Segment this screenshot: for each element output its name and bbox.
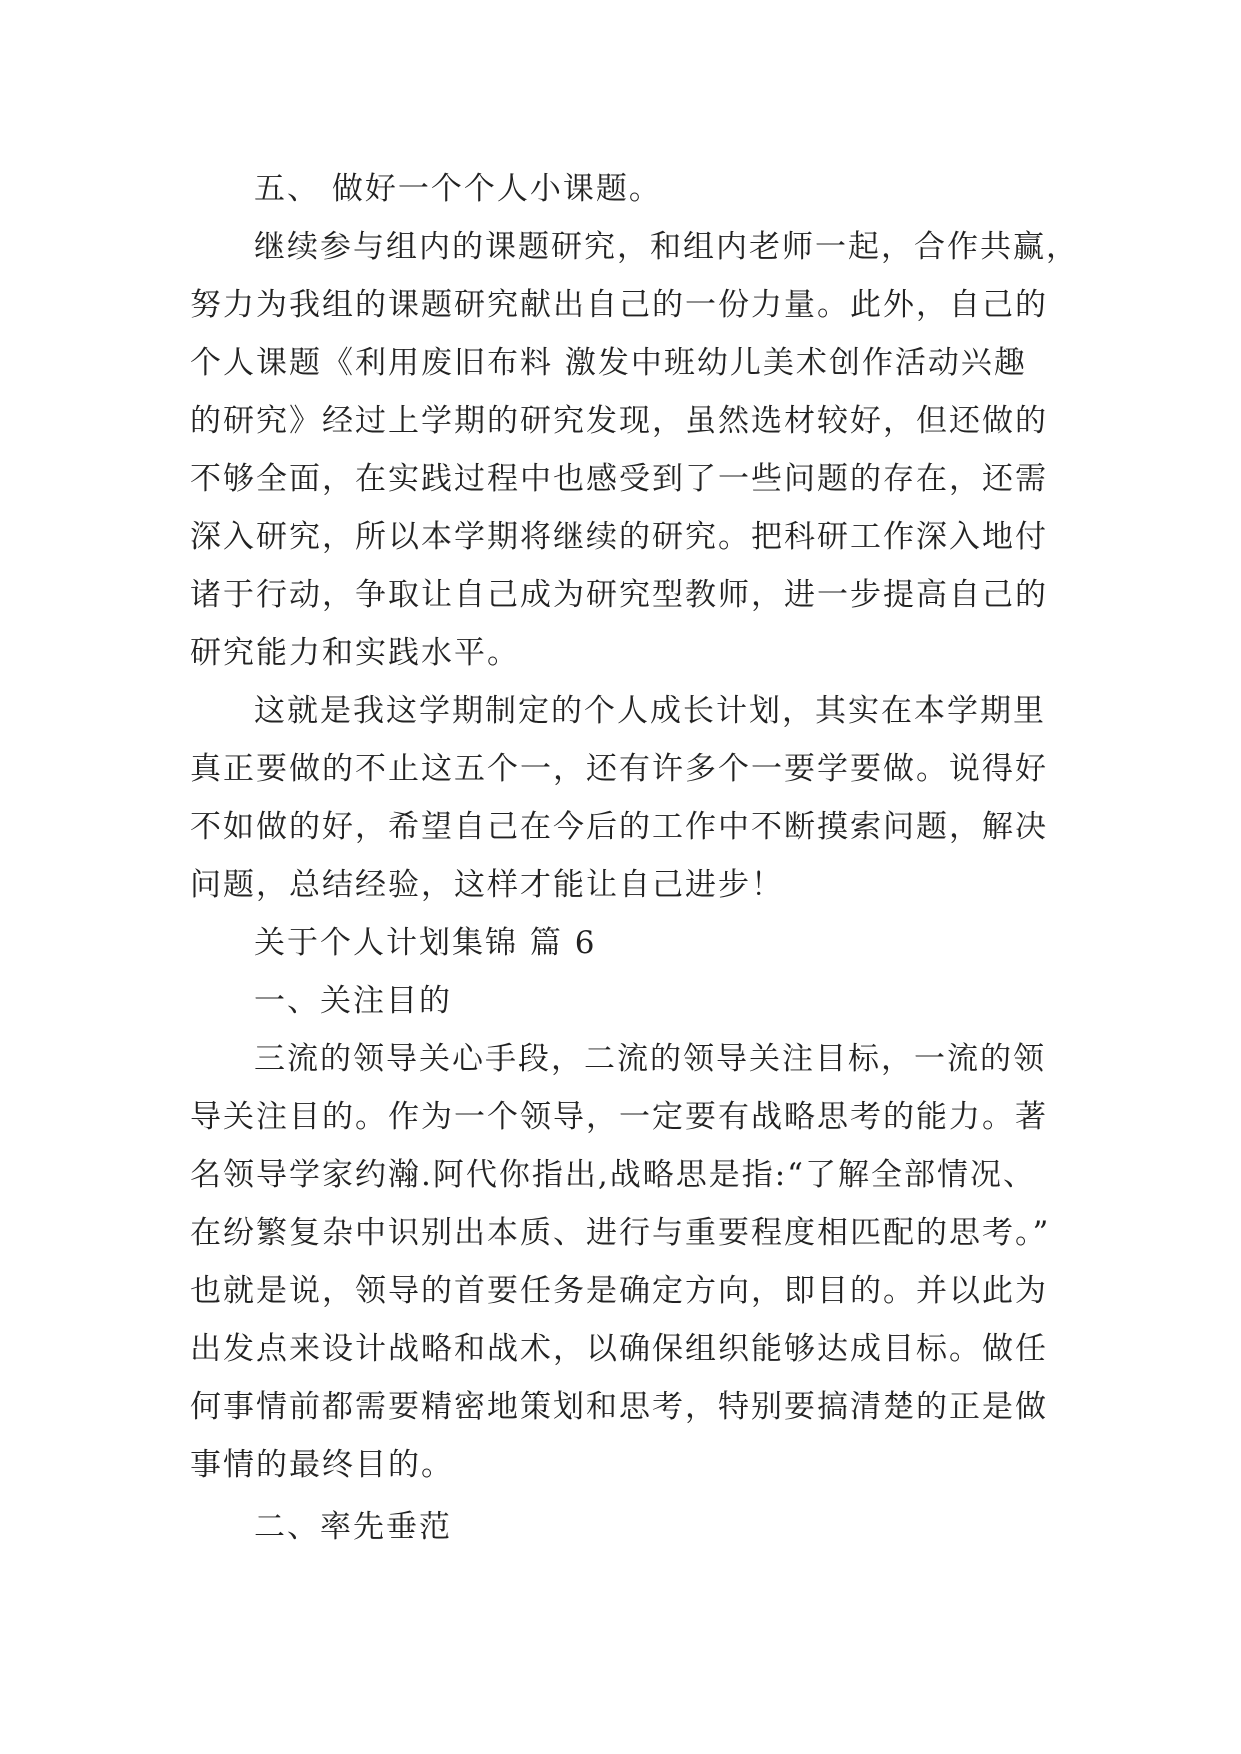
paragraph-line: 名领导学家约瀚.阿代你指出,战略思是指:“了解全部情况、 [190, 1157, 1036, 1193]
article-title: 关于个人计划集锦 篇 6 [254, 925, 597, 961]
paragraph-line: 深入研究，所以本学期将继续的研究。把科研工作深入地付 [190, 519, 1048, 555]
section-heading-1: 一、关注目的 [254, 983, 452, 1019]
paragraph-line: 这就是我这学期制定的个人成长计划，其实在本学期里 [254, 693, 1046, 729]
section-heading-2: 二、率先垂范 [254, 1509, 452, 1545]
paragraph-line: 努力为我组的课题研究献出自己的一份力量。此外，自己的 [190, 287, 1048, 323]
paragraph-line: 不如做的好，希望自己在今后的工作中不断摸索问题，解决 [190, 809, 1048, 845]
paragraph-line: 出发点来设计战略和战术，以确保组织能够达成目标。做任 [190, 1331, 1048, 1367]
paragraph-line: 个人课题《利用废旧布料 激发中班幼儿美术创作活动兴趣 [190, 345, 1027, 381]
paragraph-line: 问题，总结经验，这样才能让自己进步！ [190, 867, 784, 903]
paragraph-line: 真正要做的不止这五个一，还有许多个一要学要做。说得好 [190, 751, 1048, 787]
paragraph-line: 在纷繁复杂中识别出本质、进行与重要程度相匹配的思考。” [190, 1215, 1051, 1251]
section-heading-5: 五、 做好一个个人小课题。 [254, 171, 662, 207]
paragraph-line: 事情的最终目的。 [190, 1447, 454, 1483]
paragraph-line: 三流的领导关心手段，二流的领导关注目标，一流的领 [254, 1041, 1046, 1077]
paragraph-line: 不够全面，在实践过程中也感受到了一些问题的存在，还需 [190, 461, 1048, 497]
paragraph-line: 何事情前都需要精密地策划和思考，特别要搞清楚的正是做 [190, 1389, 1048, 1425]
paragraph-line: 的研究》经过上学期的研究发现，虽然选材较好，但还做的 [190, 403, 1048, 439]
paragraph-line: 也就是说，领导的首要任务是确定方向，即目的。并以此为 [190, 1273, 1048, 1309]
paragraph-line: 继续参与组内的课题研究，和组内老师一起，合作共赢， [254, 229, 1079, 265]
paragraph-line: 导关注目的。作为一个领导，一定要有战略思考的能力。著 [190, 1099, 1048, 1135]
document-body [190, 160, 1079, 1556]
paragraph-line: 诸于行动，争取让自己成为研究型教师，进一步提高自己的 [190, 577, 1048, 613]
paragraph-line: 研究能力和实践水平。 [190, 635, 520, 671]
